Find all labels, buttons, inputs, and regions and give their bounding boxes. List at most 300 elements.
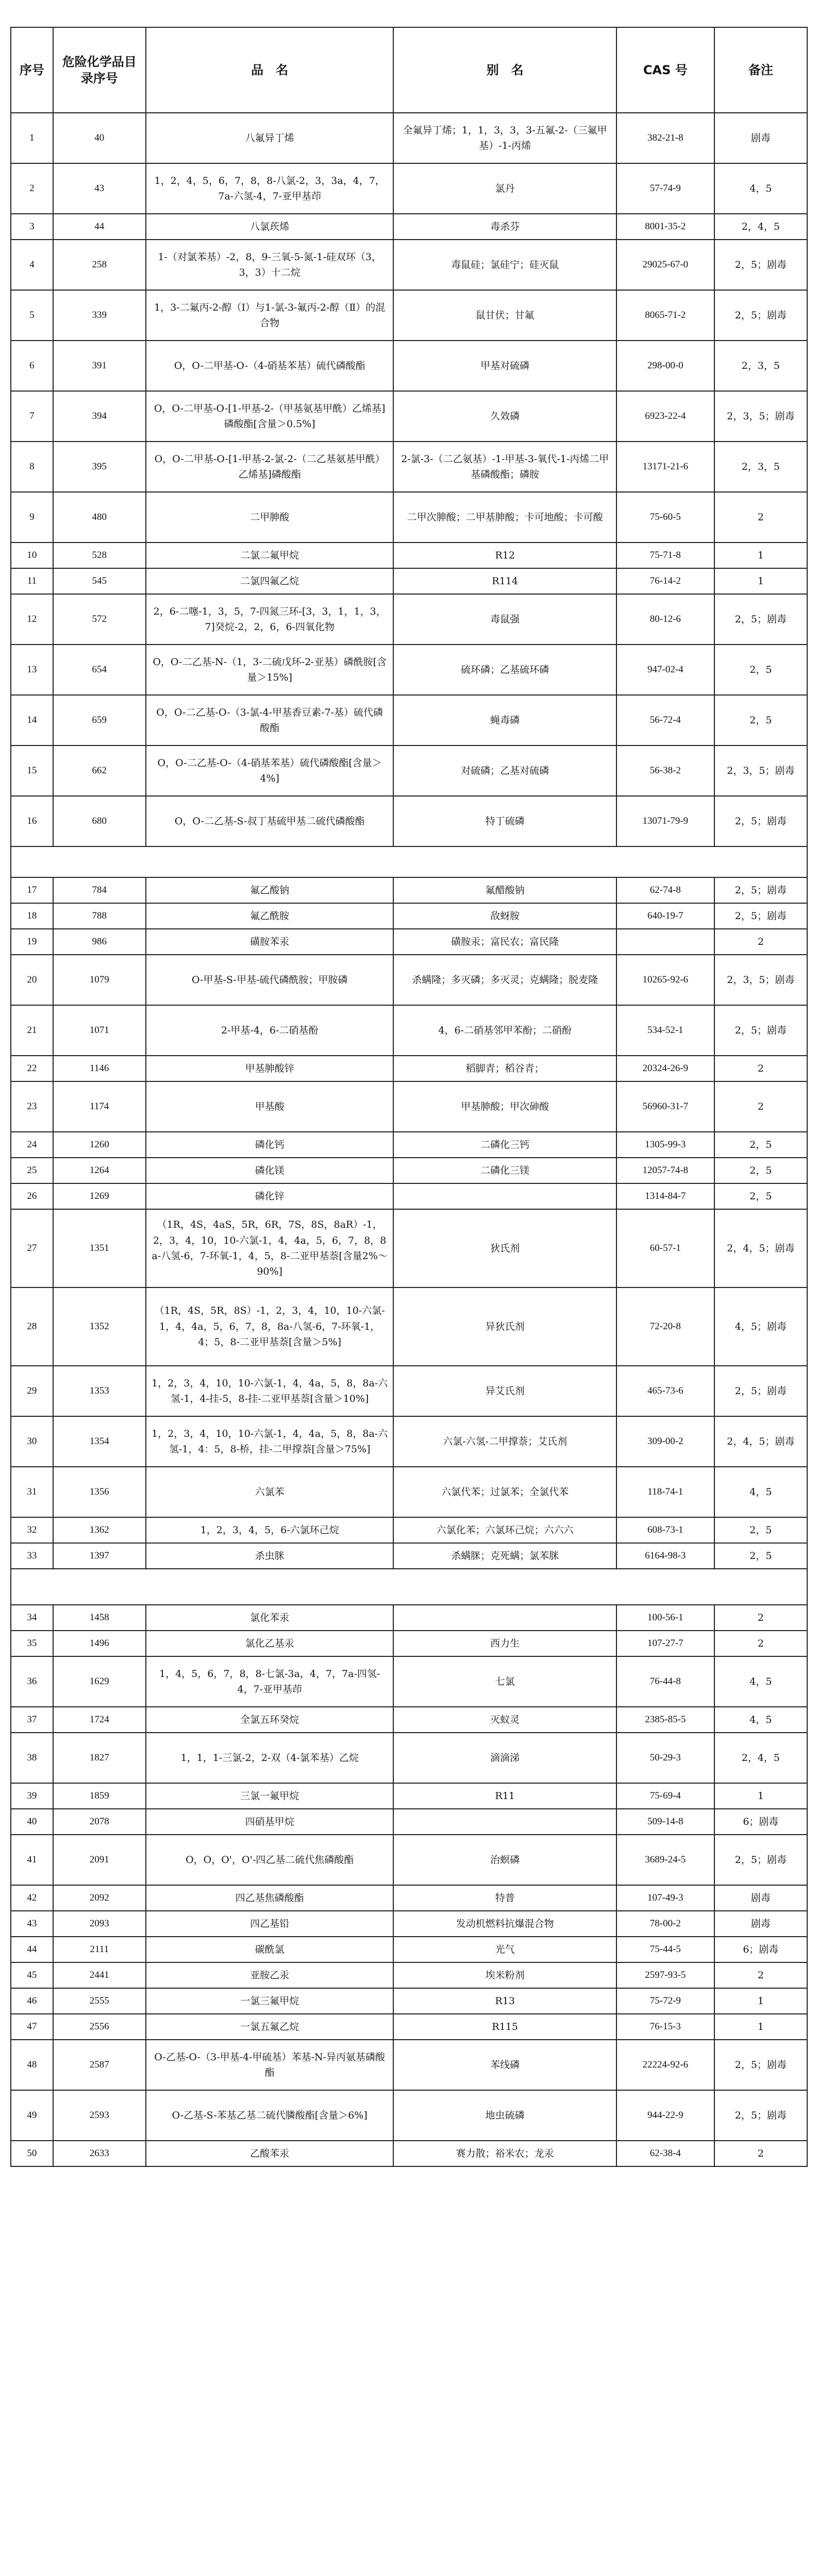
cas-number: 75-72-9	[616, 1988, 714, 2014]
alias: 二甲次胂酸；二甲基胂酸；卡可地酸；卡可酸	[393, 492, 616, 543]
chemical-name: 三氯一氟甲烷	[146, 1783, 394, 1809]
table-row	[11, 442, 807, 492]
alias: 甲基胂酸；甲次砷酸	[393, 1081, 616, 1132]
table-row	[11, 1631, 807, 1656]
remarks: 2	[714, 492, 807, 543]
row-number: 3	[11, 214, 53, 240]
table-row	[11, 543, 807, 568]
table-row	[11, 1809, 807, 1835]
remarks: 2，5	[714, 1132, 807, 1158]
directory-number: 2556	[53, 2014, 146, 2040]
cas-number: 13071-79-9	[616, 796, 714, 846]
directory-number: 258	[53, 240, 146, 290]
table-row	[11, 1183, 807, 1209]
alias: 毒鼠强	[393, 594, 616, 645]
alias	[393, 1183, 616, 1209]
table-row	[11, 1056, 807, 1081]
table-row	[11, 695, 807, 745]
cas-number: 947-02-4	[616, 645, 714, 695]
table-row	[11, 877, 807, 903]
cas-number: 75-69-4	[616, 1783, 714, 1809]
row-number: 40	[11, 1809, 53, 1835]
directory-number: 788	[53, 903, 146, 929]
remarks: 2，4，5	[714, 214, 807, 240]
alias: 二磷化三钙	[393, 1132, 616, 1158]
table-row	[11, 1543, 807, 1569]
header-cas: CAS 号	[616, 27, 714, 113]
table-row	[11, 796, 807, 846]
cas-number: 75-44-5	[616, 1937, 714, 1962]
row-number: 50	[11, 2141, 53, 2166]
chemical-name: O，O，O'，O'-四乙基二硫代焦磷酸酯	[146, 1835, 394, 1885]
chemical-name: 全氯五环癸烷	[146, 1707, 394, 1733]
directory-number: 1397	[53, 1543, 146, 1569]
alias: 特丁硫磷	[393, 796, 616, 846]
row-number: 16	[11, 796, 53, 846]
alias: 六氯代苯；过氯苯；全氯代苯	[393, 1467, 616, 1517]
directory-number: 654	[53, 645, 146, 695]
remarks: 2，5；剧毒	[714, 1005, 807, 1056]
remarks: 4，5	[714, 1707, 807, 1733]
alias: R11	[393, 1783, 616, 1809]
remarks: 1	[714, 2014, 807, 2040]
table-row	[11, 2014, 807, 2040]
row-number: 37	[11, 1707, 53, 1733]
cas-number: 10265-92-6	[616, 955, 714, 1005]
remarks: 2	[714, 1081, 807, 1132]
alias: 氯丹	[393, 163, 616, 214]
row-number: 20	[11, 955, 53, 1005]
header-name: 品 名	[146, 27, 394, 113]
row-number: 23	[11, 1081, 53, 1132]
alias: 鼠甘伏；甘氟	[393, 290, 616, 341]
hazardous-chemicals-table	[10, 27, 808, 2167]
alias: 全氟异丁烯；1，1，3，3，3-五氟-2-（三氟甲基）-1-丙烯	[393, 113, 616, 163]
header-alias: 别 名	[393, 27, 616, 113]
table-row	[11, 1416, 807, 1467]
cas-number: 107-27-7	[616, 1631, 714, 1656]
table-row	[11, 492, 807, 543]
row-number: 14	[11, 695, 53, 745]
cas-number: 8065-71-2	[616, 290, 714, 341]
alias: 光气	[393, 1937, 616, 1962]
alias: 异艾氏剂	[393, 1366, 616, 1416]
alias: 治螟磷	[393, 1835, 616, 1885]
table-row	[11, 2090, 807, 2141]
chemical-name: 磷化钙	[146, 1132, 394, 1158]
chemical-name: 1，2，3，4，10，10-六氯-1，4，4a，5，8，8a-六氢-1，4：5，8-桥，挂-二甲撑萘[含量＞75%]	[146, 1416, 394, 1467]
directory-number: 1356	[53, 1467, 146, 1517]
row-number: 34	[11, 1605, 53, 1631]
remarks: 1	[714, 1783, 807, 1809]
alias: 磺胺汞；富民农；富民隆	[393, 929, 616, 955]
remarks: 6；剧毒	[714, 1809, 807, 1835]
directory-number: 784	[53, 877, 146, 903]
table-row	[11, 1656, 807, 1707]
directory-number: 1351	[53, 1209, 146, 1287]
alias: R12	[393, 543, 616, 568]
alias: 2-氯-3-（二乙氨基）-1-甲基-3-氧代-1-丙烯二甲基磷酸酯；磷胺	[393, 442, 616, 492]
cas-number: 75-60-5	[616, 492, 714, 543]
cas-number: 76-15-3	[616, 2014, 714, 2040]
row-number: 27	[11, 1209, 53, 1287]
chemical-name: 甲基酸	[146, 1081, 394, 1132]
directory-number: 986	[53, 929, 146, 955]
chemical-name: 二氯四氟乙烷	[146, 568, 394, 594]
directory-number: 1724	[53, 1707, 146, 1733]
table-row	[11, 1885, 807, 1911]
directory-number: 1496	[53, 1631, 146, 1656]
chemical-name: 八氟异丁烯	[146, 113, 394, 163]
directory-number: 1264	[53, 1158, 146, 1183]
directory-number: 480	[53, 492, 146, 543]
remarks: 4，5	[714, 1656, 807, 1707]
directory-number: 2111	[53, 1937, 146, 1962]
row-number: 11	[11, 568, 53, 594]
cas-number: 509-14-8	[616, 1809, 714, 1835]
chemical-name: 2，6-二噻-1，3，5，7-四氮三环-[3，3，1，1，3，7]癸烷-2，2，6，6-四氧化物	[146, 594, 394, 645]
alias: 杀螨脒；克死螨；氯苯脒	[393, 1543, 616, 1569]
table-row	[11, 1733, 807, 1783]
directory-number: 545	[53, 568, 146, 594]
row-number: 48	[11, 2040, 53, 2090]
alias: 对硫磷；乙基对硫磷	[393, 745, 616, 796]
cas-number: 640-19-7	[616, 903, 714, 929]
remarks: 2，5；剧毒	[714, 903, 807, 929]
directory-number: 1146	[53, 1056, 146, 1081]
remarks: 4，5	[714, 1467, 807, 1517]
alias: 埃米粉剂	[393, 1962, 616, 1988]
cas-number: 6164-98-3	[616, 1543, 714, 1569]
row-number: 39	[11, 1783, 53, 1809]
alias: 地虫硫磷	[393, 2090, 616, 2141]
row-number: 41	[11, 1835, 53, 1885]
cas-number: 12057-74-8	[616, 1158, 714, 1183]
chemical-name: 1，2，4，5，6，7，8，8-八氯-2，3，3a，4，7，7a-六氢-4，7-亚甲基茚	[146, 163, 394, 214]
remarks: 2，5	[714, 1517, 807, 1543]
remarks: 2，5；剧毒	[714, 877, 807, 903]
directory-number: 1859	[53, 1783, 146, 1809]
chemical-name: 氯化乙基汞	[146, 1631, 394, 1656]
table-row	[11, 1937, 807, 1962]
section-gap-cell	[11, 1569, 807, 1605]
alias: R115	[393, 2014, 616, 2040]
directory-number: 528	[53, 543, 146, 568]
remarks: 2	[714, 1056, 807, 1081]
remarks: 2	[714, 1631, 807, 1656]
row-number: 12	[11, 594, 53, 645]
directory-number: 2093	[53, 1911, 146, 1937]
table-row	[11, 2040, 807, 2090]
row-number: 8	[11, 442, 53, 492]
table-row	[11, 1467, 807, 1517]
directory-number: 1827	[53, 1733, 146, 1783]
directory-number: 680	[53, 796, 146, 846]
cas-number: 72-20-8	[616, 1287, 714, 1366]
cas-number: 78-00-2	[616, 1911, 714, 1937]
remarks: 2，5；剧毒	[714, 594, 807, 645]
row-number: 5	[11, 290, 53, 341]
alias: 异狄氏剂	[393, 1287, 616, 1366]
cas-number: 60-57-1	[616, 1209, 714, 1287]
alias: 灭蚁灵	[393, 1707, 616, 1733]
table-row	[11, 1366, 807, 1416]
table-row	[11, 341, 807, 391]
row-number: 33	[11, 1543, 53, 1569]
row-number: 45	[11, 1962, 53, 1988]
row-number: 28	[11, 1287, 53, 1366]
remarks: 剧毒	[714, 1911, 807, 1937]
directory-number: 2587	[53, 2040, 146, 2090]
remarks: 2，5；剧毒	[714, 796, 807, 846]
chemical-name: 乙酸苯汞	[146, 2141, 394, 2166]
remarks: 2，3，5	[714, 442, 807, 492]
remarks: 2，5	[714, 1158, 807, 1183]
chemical-name: O，O-二甲基-O-[1-甲基-2-（甲基氨基甲酰）乙烯基]磷酸酯[含量＞0.5%]	[146, 391, 394, 442]
chemical-name: O，O-二乙基-S-叔丁基硫甲基二硫代磷酸酯	[146, 796, 394, 846]
row-number: 25	[11, 1158, 53, 1183]
row-number: 29	[11, 1366, 53, 1416]
cas-number: 76-44-8	[616, 1656, 714, 1707]
table-row	[11, 1517, 807, 1543]
remarks: 2，3，5；剧毒	[714, 391, 807, 442]
chemical-name: O-乙基-O-（3-甲基-4-甲硫基）苯基-N-异丙氨基磷酸酯	[146, 2040, 394, 2090]
cas-number: 309-00-2	[616, 1416, 714, 1467]
alias: 滴滴涕	[393, 1733, 616, 1783]
alias: 苯线磷	[393, 2040, 616, 2090]
row-number: 24	[11, 1132, 53, 1158]
cas-number: 944-22-9	[616, 2090, 714, 2141]
table-row	[11, 1081, 807, 1132]
alias: 七氯	[393, 1656, 616, 1707]
chemical-name: 杀虫脒	[146, 1543, 394, 1569]
alias: 二磷化三镁	[393, 1158, 616, 1183]
remarks: 2，5；剧毒	[714, 1366, 807, 1416]
row-number: 22	[11, 1056, 53, 1081]
remarks: 剧毒	[714, 1885, 807, 1911]
chemical-name: 氟乙酰胺	[146, 903, 394, 929]
chemical-name: 氟乙酸钠	[146, 877, 394, 903]
table-row	[11, 1005, 807, 1056]
row-number: 30	[11, 1416, 53, 1467]
directory-number: 339	[53, 290, 146, 341]
table-body	[11, 113, 807, 2166]
table-row	[11, 745, 807, 796]
alias: 甲基对硫磷	[393, 341, 616, 391]
row-number: 47	[11, 2014, 53, 2040]
table-row	[11, 1783, 807, 1809]
alias: 毒鼠硅；氯硅宁；硅灭鼠	[393, 240, 616, 290]
remarks: 2，4，5；剧毒	[714, 1416, 807, 1467]
chemical-name: 碳酰氯	[146, 1937, 394, 1962]
cas-number: 76-14-2	[616, 568, 714, 594]
alias: 蝇毒磷	[393, 695, 616, 745]
chemical-name: O，O-二乙基-O-（3-氯-4-甲基香豆素-7-基）硫代磷酸酯	[146, 695, 394, 745]
chemical-name: 1，4，5，6，7，8，8-七氯-3a，4，7，7a-四氢-4，7-亚甲基茚	[146, 1656, 394, 1707]
row-number: 2	[11, 163, 53, 214]
row-number: 19	[11, 929, 53, 955]
table-row	[11, 1287, 807, 1366]
row-number: 44	[11, 1937, 53, 1962]
row-number: 49	[11, 2090, 53, 2141]
remarks: 2	[714, 1605, 807, 1631]
directory-number: 391	[53, 341, 146, 391]
table-row	[11, 1158, 807, 1183]
table-row	[11, 240, 807, 290]
table-row	[11, 1962, 807, 1988]
remarks: 2，5	[714, 695, 807, 745]
table-row	[11, 594, 807, 645]
remarks: 2，5；剧毒	[714, 1835, 807, 1885]
directory-number: 659	[53, 695, 146, 745]
cas-number: 8001-35-2	[616, 214, 714, 240]
cas-number	[616, 929, 714, 955]
row-number: 6	[11, 341, 53, 391]
chemical-name: 甲基胂酸锌	[146, 1056, 394, 1081]
directory-number: 1354	[53, 1416, 146, 1467]
cas-number: 22224-92-6	[616, 2040, 714, 2090]
remarks: 2，3，5	[714, 341, 807, 391]
chemical-name: O，O-二乙基-O-（4-硝基苯基）硫代磷酸酯[含量＞4%]	[146, 745, 394, 796]
row-number: 43	[11, 1911, 53, 1937]
chemical-name: 八氯莰烯	[146, 214, 394, 240]
chemical-name: 四乙基焦磷酸酯	[146, 1885, 394, 1911]
chemical-name: 1，1，1-三氯-2，2-双（4-氯苯基）乙烷	[146, 1733, 394, 1783]
header-no: 序号	[11, 27, 53, 113]
cas-number: 62-38-4	[616, 2141, 714, 2166]
table-row	[11, 929, 807, 955]
chemical-name: （1R，4S，4aS，5R，6R，7S，8S，8aR）-1，2，3，4，10，10-六氯-1，4，4a，5，6，7，8，8a-八氢-6，7-环氧-1，4，5，8-二亚甲基萘[含量2%～90%]	[146, 1209, 394, 1287]
cas-number: 75-71-8	[616, 543, 714, 568]
row-number: 32	[11, 1517, 53, 1543]
header-directory-no: 危险化学品目录序号	[53, 27, 146, 113]
directory-number: 2555	[53, 1988, 146, 2014]
table-row	[11, 1911, 807, 1937]
remarks: 2，5	[714, 645, 807, 695]
alias: 硫环磷；乙基硫环磷	[393, 645, 616, 695]
directory-number: 2078	[53, 1809, 146, 1835]
cas-number: 29025-67-0	[616, 240, 714, 290]
cas-number: 1305-99-3	[616, 1132, 714, 1158]
directory-number: 1174	[53, 1081, 146, 1132]
directory-number: 40	[53, 113, 146, 163]
chemical-name: （1R，4S，5R，8S）-1，2，3，4，10，10-六氯-1，4，4a，5，6，7，8，8a-八氢-6，7-环氧-1，4；5，8-二亚甲基萘[含量＞5%]	[146, 1287, 394, 1366]
row-number: 17	[11, 877, 53, 903]
table-row	[11, 1707, 807, 1733]
remarks: 2，4，5	[714, 1733, 807, 1783]
chemical-name: 四乙基铅	[146, 1911, 394, 1937]
remarks: 1	[714, 568, 807, 594]
section-gap-cell	[11, 846, 807, 877]
row-number: 4	[11, 240, 53, 290]
remarks: 2，4，5；剧毒	[714, 1209, 807, 1287]
chemical-name: 磷化镁	[146, 1158, 394, 1183]
remarks: 1	[714, 543, 807, 568]
table-row	[11, 290, 807, 341]
directory-number: 1458	[53, 1605, 146, 1631]
cas-number: 465-73-6	[616, 1366, 714, 1416]
directory-number: 43	[53, 163, 146, 214]
table-row	[11, 1605, 807, 1631]
chemical-name: O，O-二甲基-O-[1-甲基-2-氯-2-（二乙基氨基甲酰）乙烯基]磷酸酯	[146, 442, 394, 492]
cas-number: 13171-21-6	[616, 442, 714, 492]
chemical-name: 磺胺苯汞	[146, 929, 394, 955]
table-row	[11, 1835, 807, 1885]
chemical-name: 1，3-二氟丙-2-醇（Ⅰ）与1-氯-3-氟丙-2-醇（Ⅱ）的混合物	[146, 290, 394, 341]
cas-number: 107-49-3	[616, 1885, 714, 1911]
directory-number: 2441	[53, 1962, 146, 1988]
row-number: 9	[11, 492, 53, 543]
row-number: 46	[11, 1988, 53, 2014]
remarks: 2	[714, 2141, 807, 2166]
row-number: 26	[11, 1183, 53, 1209]
alias: 六氯化苯；六氯环己烷；六六六	[393, 1517, 616, 1543]
table-row	[11, 163, 807, 214]
chemical-name: 1，2，3，4，10，10-六氯-1，4，4a，5，8，8a-六氢-1，4-挂-5，8-挂-二亚甲基萘[含量＞10%]	[146, 1366, 394, 1416]
chemical-name: 磷化锌	[146, 1183, 394, 1209]
remarks: 1	[714, 1988, 807, 2014]
document-page	[10, 27, 808, 2167]
alias: 六氯-六氢-二甲撑萘；艾氏剂	[393, 1416, 616, 1467]
alias: 发动机燃料抗爆混合物	[393, 1911, 616, 1937]
alias: 稻脚青；稻谷青；	[393, 1056, 616, 1081]
chemical-name: O，O-二甲基-O-（4-硝基苯基）硫代磷酸酯	[146, 341, 394, 391]
row-number: 42	[11, 1885, 53, 1911]
table-row	[11, 568, 807, 594]
section-gap-row	[11, 1569, 807, 1605]
header-row	[11, 27, 807, 113]
table-row	[11, 1132, 807, 1158]
cas-number: 50-29-3	[616, 1733, 714, 1783]
chemical-name: 一氯五氟乙烷	[146, 2014, 394, 2040]
chemical-name: 六氯苯	[146, 1467, 394, 1517]
remarks: 2，3，5；剧毒	[714, 955, 807, 1005]
alias: 4，6-二硝基邻甲苯酚；二硝酚	[393, 1005, 616, 1056]
directory-number: 2593	[53, 2090, 146, 2141]
row-number: 18	[11, 903, 53, 929]
row-number: 10	[11, 543, 53, 568]
table-row	[11, 1988, 807, 2014]
cas-number: 56-72-4	[616, 695, 714, 745]
cas-number: 298-00-0	[616, 341, 714, 391]
chemical-name: O-乙基-S-苯基乙基二硫代膦酸酯[含量＞6%]	[146, 2090, 394, 2141]
alias: 西力生	[393, 1631, 616, 1656]
directory-number: 662	[53, 745, 146, 796]
row-number: 7	[11, 391, 53, 442]
directory-number: 2091	[53, 1835, 146, 1885]
cas-number: 6923-22-4	[616, 391, 714, 442]
row-number: 1	[11, 113, 53, 163]
cas-number: 62-74-8	[616, 877, 714, 903]
directory-number: 1079	[53, 955, 146, 1005]
cas-number: 118-74-1	[616, 1467, 714, 1517]
table-row	[11, 645, 807, 695]
row-number: 13	[11, 645, 53, 695]
row-number: 15	[11, 745, 53, 796]
chemical-name: 1-（对氯苯基）-2，8，9-三氧-5-氮-1-硅双环（3，3，3）十二烷	[146, 240, 394, 290]
cas-number: 534-52-1	[616, 1005, 714, 1056]
remarks: 2	[714, 1962, 807, 1988]
cas-number: 80-12-6	[616, 594, 714, 645]
cas-number: 56-38-2	[616, 745, 714, 796]
alias: 毒杀芬	[393, 214, 616, 240]
directory-number: 394	[53, 391, 146, 442]
remarks: 2，5；剧毒	[714, 2040, 807, 2090]
directory-number: 395	[53, 442, 146, 492]
directory-number: 1269	[53, 1183, 146, 1209]
directory-number: 572	[53, 594, 146, 645]
remarks: 2	[714, 929, 807, 955]
